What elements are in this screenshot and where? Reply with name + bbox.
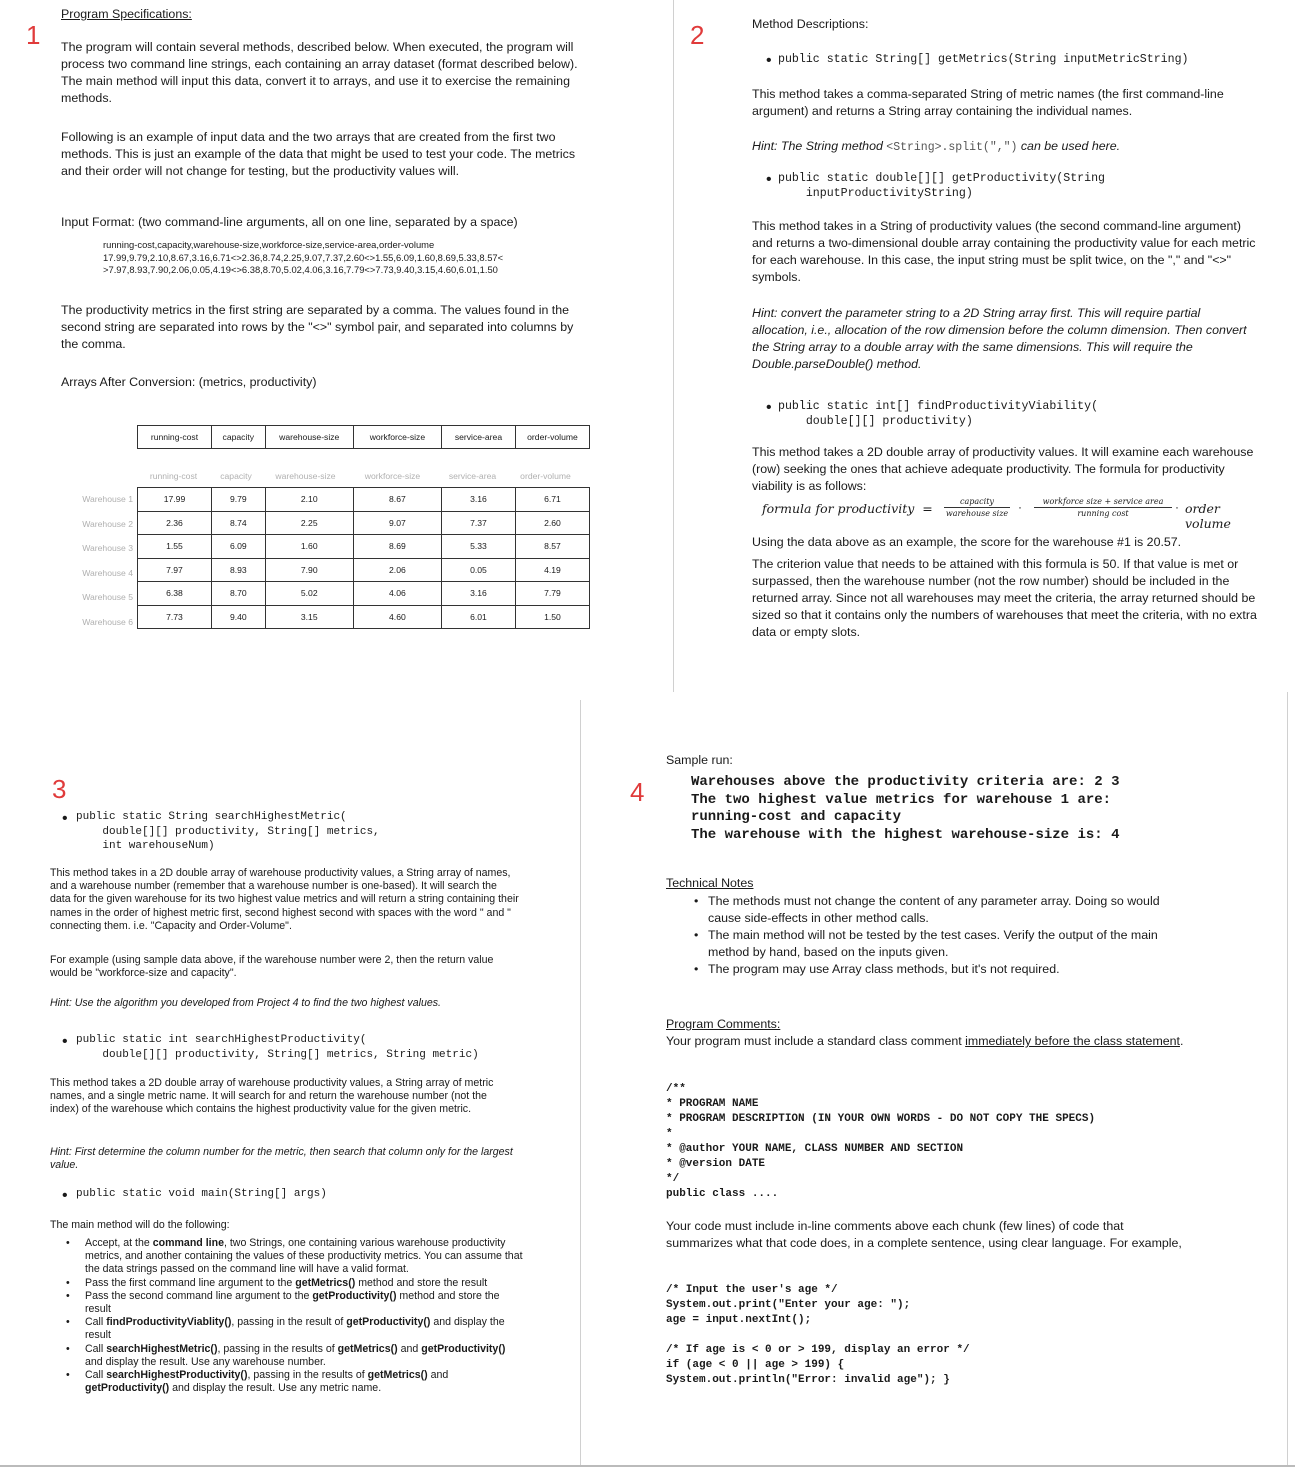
productivity-cell: 7.79: [515, 582, 589, 606]
page-divider-bottom-right: [1287, 692, 1288, 1465]
page-4: [666, 752, 1278, 1452]
step-keyword: getMetrics(): [295, 1276, 356, 1289]
productivity-cell: 7.73: [138, 605, 212, 629]
step-text: Pass the second command line argument to the: [85, 1289, 313, 1302]
productivity-cell: 2.36: [138, 511, 212, 535]
fraction-denominator: warehouse size: [945, 509, 1009, 518]
main-step: [50, 1343, 525, 1369]
main-step: [50, 1290, 525, 1316]
productivity-cell: 4.60: [353, 605, 441, 629]
fraction-numerator: capacity: [944, 496, 1010, 508]
column-header: workforce-size: [364, 471, 421, 481]
productivity-row: [138, 582, 590, 606]
comments-text-underlined: immediately before the class statement: [965, 1034, 1180, 1048]
metric-cell: order-volume: [515, 426, 589, 449]
productivity-row: [138, 535, 590, 559]
warehouse-labels: [69, 487, 133, 634]
column-header: warehouse-size: [275, 471, 336, 481]
page-2-title: Method Descriptions:: [752, 17, 869, 31]
warehouse-label: Warehouse 6: [82, 616, 133, 627]
signature-text: • public static int[] findProductivityViability( double[][] productivity): [778, 400, 1099, 428]
searchhighestproductivity-description: This method takes a 2D double array of warehouse productivity values, a String array of metric names, and a single metric name. It will search for and return the warehouse number (not the index) of the warehouse which contains the highest productivity value for the given metric.: [50, 1077, 494, 1116]
step-keyword: searchHighestMetric(): [106, 1342, 218, 1355]
productivity-cell: 7.97: [138, 558, 212, 582]
step-keyword: getProductivity(): [421, 1342, 506, 1355]
warehouse-label: Warehouse 1: [82, 494, 133, 504]
fraction-denominator: running cost: [1077, 509, 1129, 518]
sample-run-output: Warehouses above the productivity criteria are: 2 3 The two highest value metrics for warehouse 1 are: running-cost and capacity The warehouse with the highest warehouse-size is: 4: [691, 774, 1120, 843]
step-keyword: findProductivityViablity(): [106, 1316, 232, 1329]
main-step: [50, 1316, 525, 1342]
productivity-cell: 4.19: [515, 558, 589, 582]
productivity-cell: 5.02: [265, 582, 353, 606]
method-signature-main: [50, 1187, 575, 1202]
productivity-cell: 3.16: [441, 582, 515, 606]
formula-lhs: formula for productivity =: [762, 501, 933, 516]
step-text: , passing in the results of: [247, 1369, 368, 1382]
column-header: order-volume: [520, 471, 571, 481]
metrics-table: [137, 425, 590, 449]
input-format-label: Input Format: (two command-line arguments, all on one line, separated by a space): [61, 215, 518, 229]
productivity-cell: 4.06: [353, 582, 441, 606]
getproductivity-hint: Hint: convert the parameter string to a 2D String array first. This will require partial allocation, i.e., allocation of the row dimension before the column dimension. Then convert the String array to a double array with the same dimensions. This will require the Double.parseDouble() method.: [752, 306, 1247, 371]
class-comment-template: /** * PROGRAM NAME * PROGRAM DESCRIPTION (IN YOUR OWN WORDS - DO NOT COPY THE SPECS) * * @author YOUR NAME, CLASS NUMBER AND SECTION * @version DATE */ public class ....: [666, 1083, 1096, 1200]
technical-note: • The program may use Array class methods, but it's not required.: [682, 961, 1182, 978]
productivity-cell: 6.01: [441, 605, 515, 629]
productivity-cell: 1.50: [515, 605, 589, 629]
productivity-row: [138, 605, 590, 629]
searchhighestproductivity-hint: Hint: First determine the column number for the metric, then search that column only for the largest value.: [50, 1146, 513, 1172]
page-divider-top: [673, 0, 674, 692]
signature-text: • public static void main(String[] args): [76, 1188, 327, 1200]
step-text: and display the result: [85, 1316, 505, 1342]
productivity-cell: 6.38: [138, 582, 212, 606]
searchhighestmetric-example: For example (using sample data above, if the warehouse number were 2, then the return value would be "workforce-size and capacity".: [50, 954, 494, 980]
findviability-description: This method takes a 2D double array of productivity values. It will examine each warehouse (row) seeking the ones that achieve adequate productivity. The formula for productivity viability is as follows:: [752, 445, 1254, 493]
productivity-table: [137, 487, 590, 629]
productivity-formula: [762, 496, 1267, 531]
warehouse-label: Warehouse 5: [82, 592, 133, 602]
step-text: Accept, at the: [85, 1237, 153, 1249]
method-signature-searchhighestproductivity: [50, 1033, 575, 1062]
page-number-2: 2: [690, 20, 705, 50]
productivity-cell: 9.79: [211, 488, 265, 512]
input-line: >7.97,8.93,7.90,2.06,0.05,4.19<>6.38,8.70,5.02,4.06,3.16,7.79<>7.73,9.40,3.15,4.60,6.01,1.50: [103, 264, 498, 275]
step-text: Call: [85, 1369, 107, 1382]
step-text: Call: [85, 1316, 107, 1329]
step-keyword: searchHighestProductivity(): [106, 1369, 248, 1382]
technical-note: • The main method will not be tested by the test cases. Verify the output of the main method by hand, based on the inputs given.: [682, 927, 1182, 961]
productivity-cell: 5.33: [441, 535, 515, 559]
page-bottom-border: [0, 1465, 1295, 1467]
inline-comment-example: /* Input the user's age */ System.out.print("Enter your age: "); age = input.nextInt(); /* If age is < 0 or > 199, display an error */ if (age < 0 || age > 199) { System.out.println("Error: invalid age"); }: [666, 1284, 970, 1386]
formula-fraction-capacity: [944, 496, 1010, 519]
step-keyword: getMetrics(): [337, 1342, 398, 1355]
productivity-cell: 1.55: [138, 535, 212, 559]
productivity-cell: 9.07: [353, 511, 441, 535]
metric-cell: warehouse-size: [265, 426, 353, 449]
signature-text: • public static String[] getMetrics(String inputMetricString): [778, 53, 1189, 66]
page-2: [752, 16, 1272, 686]
program-comments-title: Program Comments:: [666, 1017, 781, 1031]
formula-rhs: order volume: [1185, 501, 1231, 531]
column-header: running-cost: [149, 471, 198, 481]
input-data: [103, 239, 503, 277]
step-keyword: getProductivity(): [85, 1382, 170, 1395]
page-number-4: 4: [630, 777, 645, 807]
page-3: [50, 808, 575, 1458]
formula-dot: ·: [1018, 500, 1022, 514]
inline-comments-text: Your code must include in-line comments above each chunk (few lines) of code that summarizes what that code does, in a complete sentence, using clear language. For example,: [666, 1219, 1182, 1250]
productivity-cell: 2.06: [353, 558, 441, 582]
getproductivity-description: This method takes in a String of productivity values (the second command-line argument) and returns a two-dimensional double array containing the productivity value for each metric for each warehouse. In this case, the input string must be split twice, on the "," and "<>" symbols.: [752, 219, 1256, 284]
productivity-cell: 1.60: [265, 535, 353, 559]
sample-run-label: Sample run:: [666, 753, 733, 767]
comments-text: .: [1180, 1034, 1184, 1048]
productivity-cell: 6.09: [211, 535, 265, 559]
step-text: Call: [85, 1342, 107, 1355]
productivity-cell: 3.16: [441, 488, 515, 512]
step-keyword: getProductivity(): [346, 1316, 431, 1329]
productivity-cell: 8.70: [211, 582, 265, 606]
warehouse-label: Warehouse 4: [82, 567, 133, 578]
productivity-cell: 8.67: [353, 488, 441, 512]
searchhighestmetric-description: This method takes in a 2D double array of warehouse productivity values, a String array of names, and a warehouse number (remember that a warehouse number is one-based). It will search the data for the given warehouse for its two highest value metrics and will return a string containing their names in the order of highest metric first, second highest second with spaces with the word " and " connecting them. i.e. "Capacity and Order-Volume".: [50, 867, 519, 932]
productivity-cell: 2.25: [265, 511, 353, 535]
productivity-cell: 17.99: [138, 488, 212, 512]
step-keyword: getProductivity(): [312, 1289, 397, 1302]
fraction-numerator: workforce size + service area: [1034, 496, 1172, 508]
searchhighestmetric-hint: Hint: Use the algorithm you developed from Project 4 to find the two highest values.: [50, 997, 442, 1009]
signature-text: • public static double[][] getProductivity(String inputProductivityString): [778, 172, 1105, 200]
productivity-cell: 2.10: [265, 488, 353, 512]
hint-text: can be used here.: [1017, 139, 1121, 153]
separator-explanation: The productivity metrics in the first string are separated by a comma. The values found in the second string are separated into rows by the "<>" symbol pair, and separated into columns by the comma.: [61, 303, 574, 351]
arrays-label: Arrays After Conversion: (metrics, productivity): [61, 375, 317, 389]
step-text: Pass the first command line argument to the: [85, 1276, 296, 1289]
productivity-cell: 6.71: [515, 488, 589, 512]
productivity-cell: 9.40: [211, 605, 265, 629]
method-signature-getmetrics: [752, 52, 1272, 67]
main-steps-list: [50, 1237, 525, 1395]
technical-notes-list: [682, 893, 1182, 978]
method-signature-getproductivity: [752, 171, 1272, 201]
main-step: [50, 1237, 525, 1277]
column-header: capacity: [220, 471, 252, 481]
step-text: and: [427, 1369, 449, 1382]
page-1: [61, 6, 601, 686]
input-line: running-cost,capacity,warehouse-size,workforce-size,service-area,order-volume: [103, 239, 435, 250]
productivity-row: [138, 511, 590, 535]
step-text: , passing in the results of: [217, 1342, 338, 1355]
productivity-cell: 7.37: [441, 511, 515, 535]
page-1-title: Program Specifications:: [61, 7, 192, 21]
step-text: and: [397, 1342, 422, 1355]
productivity-cell: 8.93: [211, 558, 265, 582]
program-comments-text: [666, 1033, 1186, 1050]
method-signature-searchhighestmetric: [50, 810, 575, 854]
main-intro: The main method will do the following:: [50, 1219, 230, 1231]
method-signature-findproductivityviability: [752, 399, 1272, 429]
step-text: and display the result. Use any warehouse number.: [85, 1355, 326, 1368]
technical-notes-title: Technical Notes: [666, 876, 754, 890]
input-line: 17.99,9.79,2.10,8.67,3.16,6.71<>2.36,8.74,2.25,9.07,7.37,2.60<>1.55,6.09,1.60,8.69,5.33,8.57<: [103, 251, 504, 263]
step-text: method and store the result: [85, 1289, 500, 1316]
page-divider-bottom-left: [580, 700, 581, 1465]
getmetrics-hint: [752, 138, 1262, 156]
productivity-cell: 0.05: [441, 558, 515, 582]
productivity-cell: 8.74: [211, 511, 265, 535]
page-number-3: 3: [52, 774, 67, 804]
productivity-cell: 2.60: [515, 511, 589, 535]
step-text: , two Strings, one containing various warehouse productivity metrics, and another containing the values of these productivity metrics. You can assume that the data strings passed on the command line will have a valid format.: [85, 1237, 523, 1276]
comments-text: Your program must include a standard class comment: [666, 1034, 966, 1048]
page-1-intro: The program will contain several methods, described below. When executed, the program will process two command line strings, each containing an array dataset (format described below). The main method will input this data, convert it to arrays, and use it to exercise the remaining methods.: [61, 40, 578, 105]
getmetrics-description: This method takes a comma-separated String of metric names (the first command-line argument) and returns a String array containing the individual names.: [752, 87, 1224, 118]
criterion-description: The criterion value that needs to be attained with this formula is 50. If that value is met or surpassed, then the warehouse number (not the row number) should be included in the returned array. Since not all warehouses may meet the criteria, the array returned should be sized so that it contains only the numbers of warehouses that meet the criteria, with no extra data or empty slots.: [752, 557, 1257, 639]
productivity-column-headers: [137, 471, 590, 481]
metric-cell: workforce-size: [353, 426, 441, 449]
productivity-row: [138, 558, 590, 582]
productivity-cell: 8.69: [353, 535, 441, 559]
metric-cell: service-area: [441, 426, 515, 449]
step-text: method and store the result: [355, 1276, 488, 1289]
metric-cell: capacity: [211, 426, 265, 449]
example-score: Using the data above as an example, the score for the warehouse #1 is 20.57.: [752, 535, 1182, 549]
hint-text: Hint: The String method: [752, 139, 887, 153]
step-keyword: getMetrics(): [367, 1369, 428, 1382]
step-text: , passing in the result of: [231, 1316, 347, 1329]
main-step: [50, 1277, 525, 1290]
hint-code: <String>.split(","): [886, 141, 1018, 154]
step-text: and display the result. Use any metric name.: [169, 1382, 382, 1395]
main-step: [50, 1369, 525, 1395]
signature-text: • public static String searchHighestMetric( double[][] productivity, String[] metrics, int warehouseNum): [76, 811, 380, 852]
formula-dot: ·: [1175, 500, 1179, 514]
page-number-1: 1: [26, 20, 41, 50]
step-keyword: command line: [152, 1237, 224, 1249]
productivity-cell: 3.15: [265, 605, 353, 629]
productivity-cell: 8.57: [515, 535, 589, 559]
technical-note: • The methods must not change the content of any parameter array. Doing so would cause side-effects in other method calls.: [682, 893, 1182, 927]
signature-text: • public static int searchHighestProductivity( double[][] productivity, String[] metrics, String metric): [76, 1034, 479, 1061]
page-1-example-intro: Following is an example of input data and the two arrays that are created from the first two methods. This is just an example of the data that might be used to test your code. The metrics and their order will not change for testing, but the productivity values will.: [61, 130, 576, 178]
warehouse-label: Warehouse 2: [82, 518, 133, 529]
column-header: service-area: [448, 471, 497, 481]
warehouse-label: Warehouse 3: [82, 543, 133, 553]
productivity-cell: 7.90: [265, 558, 353, 582]
productivity-row: [138, 488, 590, 512]
formula-fraction-workforce: [1034, 496, 1172, 519]
metric-cell: running-cost: [138, 426, 212, 449]
